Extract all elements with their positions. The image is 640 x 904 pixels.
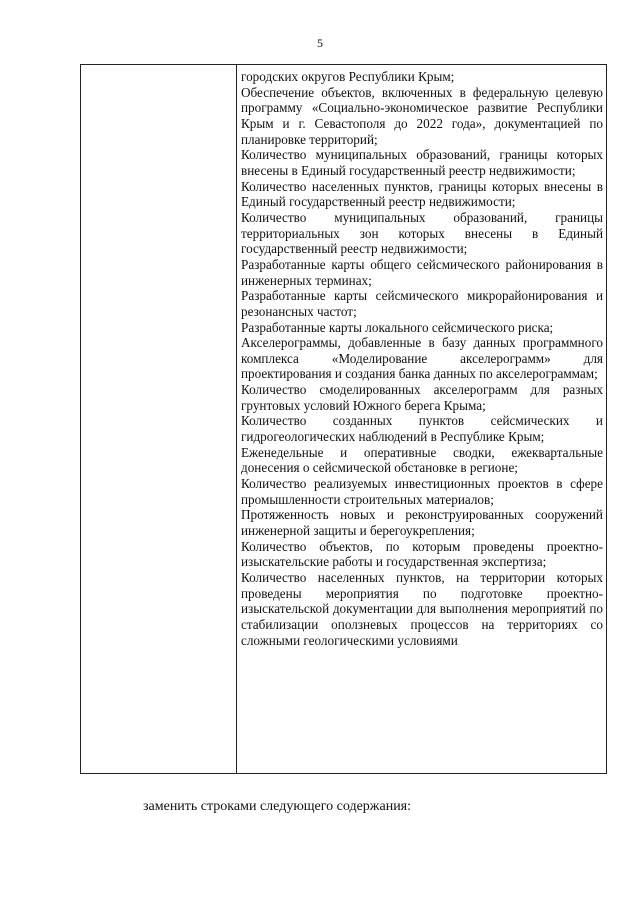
list-item: Обеспечение объектов, включенных в федеральную целевую программу «Социально-экономическое развитие Республики Крым и г. Севастополя до 2022 года», документацией по планировке территорий; [241,84,603,147]
list-item: Разработанные карты локального сейсмического риска; [241,319,554,335]
table-right-cell [237,65,606,773]
list-item: Акселерограммы, добавленные в базу данных программного комплекса «Моделирование акселерограмм» для проектирования и создания банка данных по акселерограммам; [241,335,603,382]
page-number: 5 [317,36,323,50]
table-left-cell [81,65,237,773]
list-item: городских округов Республики Крым; [241,69,455,84]
list-item: Количество муниципальных образований, границы которых внесены в Единый государственный реестр недвижимости; [241,147,603,178]
list-item: Разработанные карты общего сейсмического районирования в инженерных терминах; [241,256,603,288]
list-item: Протяженность новых и реконструированных сооружений инженерной защиты и берегоукрепления; [241,507,603,539]
list-item: Количество населенных пунктов, границы которых внесены в Единый государственный реестр недвижимости; [241,178,603,210]
list-item: Еженедельные и оперативные сводки, ежеквартальные донесения о сейсмической обстановке в регионе; [241,444,603,476]
list-item: Разработанные карты сейсмического микрорайонирования и резонансных частот; [241,288,603,319]
replacement-instruction: заменить строками следующего содержания: [143,799,412,814]
document-table [80,64,607,774]
list-item: Количество реализуемых инвестиционных проектов в сфере промышленности строительных материалов; [241,476,603,507]
list-item: Количество муниципальных образований, границы территориальных зон которых внесены в Единый государственный реестр недвижимости; [241,209,603,257]
list-item: Количество смоделированных акселерограмм для разных грунтовых условий Южного берега Крыма; [241,382,603,413]
list-item: Количество населенных пунктов, на территории которых проведены мероприятия по подготовке проектно-изыскательской документации для выполнения мероприятий по стабилизации оползневых процессов на территориях со сложными геологическими условиями [241,570,603,648]
list-item: Количество объектов, по которым проведены проектно-изыскательские работы и государственная экспертиза; [241,538,603,570]
list-item: Количество созданных пунктов сейсмических и гидрогеологических наблюдений в Республике Крым; [241,413,603,445]
